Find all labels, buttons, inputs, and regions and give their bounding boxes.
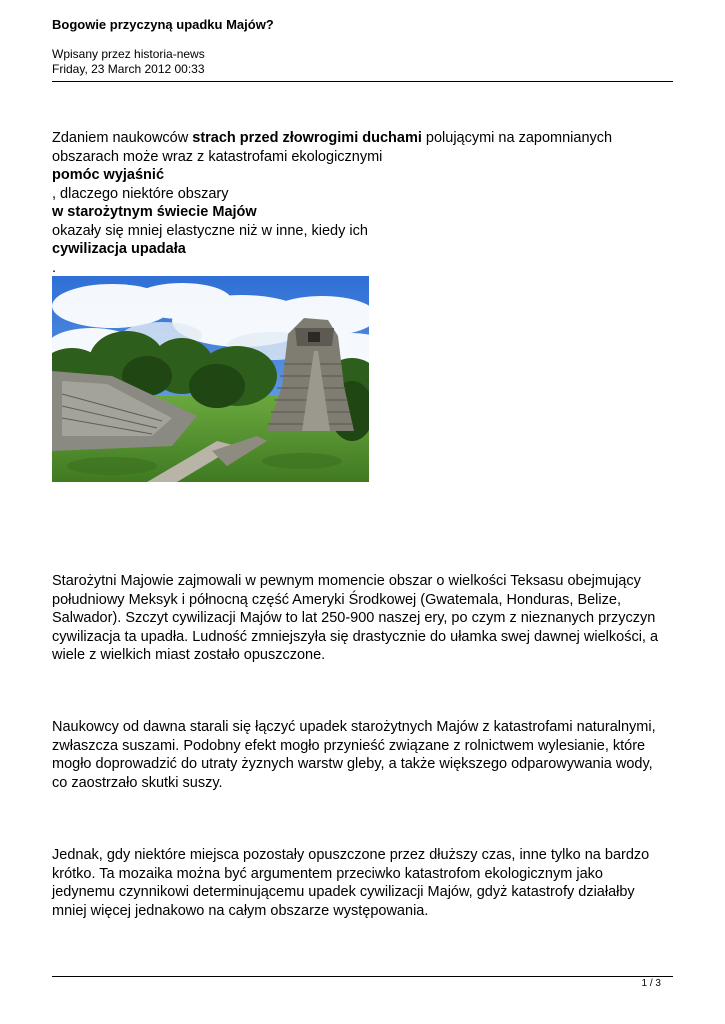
author-line: Wpisany przez historia-news [52,47,205,61]
intro-text-4: okazały się mniej elastyczne niż w inne, kiedy ich [52,222,368,239]
intro-bold-3: w starożytnym świecie Majów [52,204,257,220]
body-paragraph-2: Naukowcy od dawna starali się łączyć upadek starożytnych Majów z katastrofami naturalnymi, zwłaszcza suszami. Podobny efekt mogło przynieść związane z rolnictwem wylesianie, które mogło doprowadzić do utraty żyznych warstw gleby, a także większego odparowywania wody, co zaostrzało skutki suszy. [52,719,656,791]
intro-bold-2: pomóc wyjaśnić [52,167,165,183]
body-paragraph-1: Starożytni Majowie zajmowali w pewnym momencie obszar o wielkości Teksasu obejmujący południowy Meksyk i północną część Ameryki Środkowej (Gwatemala, Honduras, Belize, Salwador). Szczyt cywilizacji Majów to lat 250-900 naszej ery, po czym z nieznanych przyczyn cywilizacja ta upadła. Ludność zmniejszyła się drastycznie do ułamka swej dawnej wielkości, a wiele z wielkich miast zostało opuszczone. [52,573,659,663]
intro-text-5: . [52,259,57,276]
footer-divider [52,976,673,977]
body-paragraph-3: Jednak, gdy niektóre miejsca pozostały opuszczone przez dłuższy czas, inne tylko na bardzo krótko. Ta mozaika można być argumentem przeciwko katastrofom ekologicznym jako jedynemu czynnikowi determinującemu upadek cywilizacji Majów, gdyż katastrofy działałby mniej więcej jednakowo na całym obszarze występowania. [52,847,650,919]
maya-temple-photo [52,276,369,482]
intro-bold-4: cywilizacja upadała [52,241,186,257]
date-line: Friday, 23 March 2012 00:33 [52,62,205,76]
intro-paragraph [52,129,667,277]
article-meta [52,47,205,77]
article-title: Bogowie przyczyną upadku Majów? [52,17,274,32]
intro-text-3: , dlaczego niektóre obszary [52,185,229,202]
intro-text-2: polującymi na zapomnianych obszarach może wraz z katastrofami ekologicznymi [52,130,613,165]
page-number: 1 / 3 [641,978,661,989]
header-divider [52,81,673,82]
intro-bold-1: strach przed złowrogimi duchami [192,130,422,146]
intro-text-1: Zdaniem naukowców [52,130,193,146]
